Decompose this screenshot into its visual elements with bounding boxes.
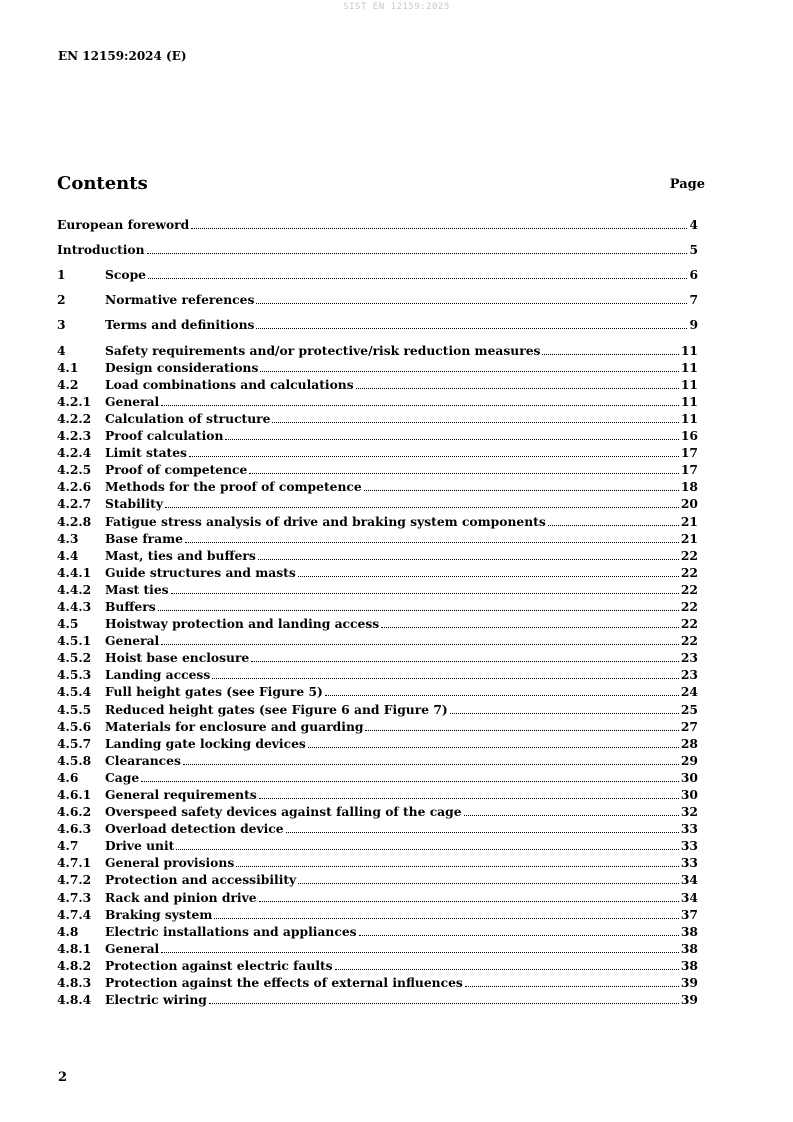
toc-entry-number: 4.4.2 <box>57 581 92 597</box>
toc-entry-title: Reduced height gates (see Figure 6 and Figure 7) <box>105 701 448 717</box>
toc-entry-title: Hoist base enclosure <box>105 650 250 666</box>
toc-dot-leader <box>272 421 678 423</box>
toc-entry-number: 4.5.1 <box>57 633 92 649</box>
toc-entry[interactable] <box>57 683 698 700</box>
toc-entry[interactable] <box>57 241 698 258</box>
toc-entry[interactable] <box>57 341 698 358</box>
toc-entry-title: Limit states <box>105 445 187 461</box>
document-id: EN 12159:2024 (E) <box>58 49 187 63</box>
toc-dot-leader <box>308 746 679 748</box>
toc-dot-leader <box>542 353 678 355</box>
toc-entry[interactable] <box>57 888 698 905</box>
toc-entry-number: 4.5.5 <box>57 701 92 717</box>
toc-entry-page: 30 <box>680 787 698 802</box>
toc-entry-page: 20 <box>680 496 698 512</box>
toc-entry-number: 4.7.4 <box>57 906 92 922</box>
toc-entry[interactable] <box>57 957 698 974</box>
toc-entry-title: Protection against electric faults <box>105 957 333 973</box>
toc-dot-leader <box>214 917 679 919</box>
toc-entry-title: Safety requirements and/or protective/risk reduction measures <box>105 342 541 358</box>
toc-dot-leader <box>256 302 687 304</box>
toc-entry-number: 4.5.6 <box>57 718 92 734</box>
toc-entry[interactable] <box>57 615 698 632</box>
toc-entry-title: Fatigue stress analysis of drive and braking system components <box>105 513 546 529</box>
toc-entry-title: Terms and definitions <box>105 317 255 333</box>
toc-entry[interactable] <box>57 837 698 854</box>
toc-dot-leader <box>465 985 679 987</box>
toc-dot-leader <box>185 541 679 543</box>
toc-entry-page: 22 <box>680 633 698 649</box>
toc-entry-title: Proof calculation <box>105 428 224 444</box>
toc-dot-leader <box>364 489 679 491</box>
toc-entry-page: 33 <box>680 838 698 854</box>
toc-entry-page: 33 <box>680 821 698 837</box>
toc-entry[interactable] <box>57 376 698 393</box>
toc-entry-title: Proof of competence <box>105 462 248 478</box>
toc-entry-number: 4.2 <box>57 376 79 392</box>
toc-entry-page: 6 <box>689 267 698 283</box>
toc-entry-number: 4.5 <box>57 616 79 632</box>
toc-entry-title: Protection against the effects of external influences <box>105 975 463 991</box>
toc-entry-number: 4.8.4 <box>57 992 92 1008</box>
toc-dot-leader <box>158 609 679 611</box>
toc-entry[interactable] <box>57 666 698 683</box>
table-of-contents <box>57 216 698 1008</box>
toc-dot-leader <box>450 712 679 714</box>
toc-entry-page: 21 <box>680 513 698 529</box>
toc-entry-page: 25 <box>680 701 698 717</box>
toc-entry[interactable] <box>57 940 698 957</box>
toc-entry-number: 4.8 <box>57 923 79 939</box>
toc-dot-leader <box>161 951 679 953</box>
toc-dot-leader <box>298 882 679 884</box>
toc-entry-page: 5 <box>689 242 698 258</box>
contents-heading: Contents <box>57 173 148 194</box>
toc-entry-number: 4.2.5 <box>57 462 92 478</box>
toc-entry[interactable] <box>57 427 698 444</box>
toc-dot-leader <box>256 327 687 329</box>
toc-entry-page: 32 <box>680 804 698 820</box>
toc-entry-page: 28 <box>680 735 698 751</box>
toc-entry-title: General <box>105 393 160 409</box>
toc-entry-number: 4.6.2 <box>57 804 92 820</box>
toc-dot-leader <box>335 968 679 970</box>
toc-dot-leader <box>191 227 687 229</box>
toc-dot-leader <box>365 729 678 731</box>
toc-dot-leader <box>171 592 679 594</box>
toc-entry-page: 29 <box>680 752 698 768</box>
toc-entry-page: 39 <box>680 975 698 991</box>
toc-entry-title: Electric installations and appliances <box>105 923 357 939</box>
toc-entry-page: 22 <box>680 598 698 614</box>
toc-entry-page: 18 <box>680 479 698 495</box>
toc-dot-leader <box>225 438 678 440</box>
toc-entry-title: Rack and pinion drive <box>105 889 257 905</box>
page-column-label: Page <box>669 177 705 192</box>
toc-dot-leader <box>249 472 679 474</box>
toc-dot-leader <box>259 900 679 902</box>
toc-entry-page: 34 <box>680 889 698 905</box>
toc-entry-number: 4.5.8 <box>57 752 92 768</box>
toc-entry-number: 4.6.3 <box>57 821 92 837</box>
toc-entry[interactable] <box>57 991 698 1008</box>
toc-entry-title: Landing gate locking devices <box>105 735 306 751</box>
toc-entry-page: 11 <box>680 342 698 358</box>
toc-dot-leader <box>165 506 679 508</box>
toc-dot-leader <box>176 848 679 850</box>
toc-entry-page: 11 <box>680 393 698 409</box>
toc-dot-leader <box>183 763 679 765</box>
toc-entry-number: 4.7.1 <box>57 855 92 871</box>
toc-entry-title: European foreword <box>57 217 190 233</box>
toc-entry-page: 22 <box>680 616 698 632</box>
toc-entry-number: 4.2.6 <box>57 479 92 495</box>
toc-entry-number: 4.6 <box>57 769 79 785</box>
toc-entry-title: General <box>105 940 160 956</box>
toc-entry-number: 4.2.7 <box>57 496 92 512</box>
toc-entry[interactable] <box>57 410 698 427</box>
toc-entry[interactable] <box>57 854 698 871</box>
toc-entry[interactable] <box>57 820 698 837</box>
toc-entry-number: 4.5.2 <box>57 650 92 666</box>
toc-entry[interactable] <box>57 786 698 803</box>
toc-entry-title: Normative references <box>105 292 255 308</box>
toc-entry[interactable] <box>57 393 698 410</box>
toc-entry[interactable] <box>57 495 698 512</box>
toc-dot-leader <box>189 455 679 457</box>
toc-entry-number: 4.7 <box>57 838 79 854</box>
toc-entry-title: Braking system <box>105 906 213 922</box>
toc-dot-leader <box>161 643 679 645</box>
toc-entry-number: 4.2.4 <box>57 445 92 461</box>
toc-entry[interactable] <box>57 871 698 888</box>
toc-entry-number: 4.8.2 <box>57 957 92 973</box>
toc-entry-title: Design considerations <box>105 359 259 375</box>
toc-entry-title: Mast ties <box>105 581 169 597</box>
toc-entry-title: Hoistway protection and landing access <box>105 616 380 632</box>
toc-entry[interactable] <box>57 461 698 478</box>
toc-entry-page: 39 <box>680 992 698 1008</box>
toc-entry-number: 4.6.1 <box>57 787 92 802</box>
toc-entry-number: 4.8.3 <box>57 975 92 991</box>
toc-entry-title: Mast, ties and buffers <box>105 547 256 563</box>
toc-entry-title: Calculation of structure <box>105 410 271 426</box>
toc-entry[interactable] <box>57 444 698 461</box>
toc-entry-number: 4.5.3 <box>57 667 92 683</box>
toc-entry-page: 38 <box>680 940 698 956</box>
toc-entry[interactable] <box>57 359 698 376</box>
toc-entry-title: Landing access <box>105 667 211 683</box>
toc-entry-page: 38 <box>680 957 698 973</box>
toc-entry-page: 22 <box>680 581 698 597</box>
toc-entry-title: Methods for the proof of competence <box>105 479 362 495</box>
toc-entry-title: Base frame <box>105 530 183 546</box>
toc-entry-page: 23 <box>680 667 698 683</box>
toc-entry-number: 4.3 <box>57 530 79 546</box>
toc-entry-page: 24 <box>680 684 698 700</box>
toc-dot-leader <box>298 575 679 577</box>
toc-entry-page: 17 <box>680 462 698 478</box>
toc-entry[interactable] <box>57 216 698 233</box>
toc-entry-number: 4.7.2 <box>57 872 92 888</box>
toc-entry-number: 4.5.4 <box>57 684 92 700</box>
toc-dot-leader <box>251 660 679 662</box>
toc-entry[interactable] <box>57 291 698 308</box>
toc-dot-leader <box>161 404 679 406</box>
toc-entry[interactable] <box>57 512 698 529</box>
toc-entry-number: 1 <box>57 267 66 283</box>
toc-entry[interactable] <box>57 974 698 991</box>
toc-entry-title: Clearances <box>105 752 181 768</box>
toc-entry-title: Full height gates (see Figure 5) <box>105 684 323 700</box>
toc-entry-number: 2 <box>57 292 66 308</box>
toc-dot-leader <box>325 694 679 696</box>
toc-dot-leader <box>258 558 679 560</box>
toc-entry[interactable] <box>57 547 698 564</box>
toc-entry-page: 27 <box>680 718 698 734</box>
toc-entry-number: 4.2.2 <box>57 410 92 426</box>
toc-entry[interactable] <box>57 266 698 283</box>
toc-entry-page: 11 <box>680 376 698 392</box>
toc-dot-leader <box>548 524 679 526</box>
watermark: SIST EN 12159:2025 <box>343 2 450 12</box>
toc-entry-title: General <box>105 633 160 649</box>
toc-entry-page: 11 <box>680 359 698 375</box>
toc-entry-page: 22 <box>680 564 698 580</box>
toc-entry-page: 17 <box>680 445 698 461</box>
toc-dot-leader <box>236 865 679 867</box>
toc-dot-leader <box>381 626 679 628</box>
toc-entry-title: Cage <box>105 769 140 785</box>
toc-entry[interactable] <box>57 923 698 940</box>
toc-entry-number: 4.4.1 <box>57 564 92 580</box>
toc-entry-title: Overload detection device <box>105 821 284 837</box>
toc-entry-title: Introduction <box>57 242 145 258</box>
toc-dot-leader <box>141 780 679 782</box>
footer-page-number: 2 <box>58 1070 68 1085</box>
toc-entry-number: 4.1 <box>57 359 79 375</box>
toc-entry-title: Guide structures and masts <box>105 564 296 580</box>
toc-entry[interactable] <box>57 718 698 735</box>
toc-dot-leader <box>259 797 679 799</box>
toc-entry-page: 34 <box>680 872 698 888</box>
toc-dot-leader <box>359 934 679 936</box>
toc-entry-number: 4.5.7 <box>57 735 92 751</box>
toc-entry-page: 21 <box>680 530 698 546</box>
toc-entry[interactable] <box>57 564 698 581</box>
toc-entry[interactable] <box>57 581 698 598</box>
toc-entry-page: 37 <box>680 906 698 922</box>
toc-entry-title: Electric wiring <box>105 992 207 1008</box>
toc-entry-title: Scope <box>105 267 146 283</box>
toc-dot-leader <box>148 277 687 279</box>
toc-entry-page: 30 <box>680 769 698 785</box>
toc-dot-leader <box>286 831 679 833</box>
toc-entry-page: 22 <box>680 547 698 563</box>
toc-entry-title: Stability <box>105 496 163 512</box>
toc-entry-number: 4.2.8 <box>57 513 92 529</box>
toc-entry[interactable] <box>57 649 698 666</box>
toc-entry[interactable] <box>57 478 698 495</box>
toc-entry[interactable] <box>57 752 698 769</box>
toc-entry-number: 4.8.1 <box>57 940 92 956</box>
toc-entry-title: Protection and accessibility <box>105 872 297 888</box>
toc-entry-title: Load combinations and calculations <box>105 376 354 392</box>
toc-entry-title: Drive unit <box>105 838 175 854</box>
toc-entry-page: 23 <box>680 650 698 666</box>
toc-dot-leader <box>147 252 688 254</box>
toc-entry-title: Materials for enclosure and guarding <box>105 718 364 734</box>
toc-dot-leader <box>209 1002 679 1004</box>
toc-entry[interactable] <box>57 700 698 717</box>
toc-dot-leader <box>212 677 679 679</box>
toc-entry-title: General provisions <box>105 855 235 871</box>
toc-entry-page: 4 <box>689 217 698 233</box>
toc-entry-page: 38 <box>680 923 698 939</box>
toc-entry-number: 4.7.3 <box>57 889 92 905</box>
toc-entry-title: General requirements <box>105 787 257 802</box>
toc-entry-page: 11 <box>680 410 698 426</box>
toc-entry-title: Overspeed safety devices against falling of the cage <box>105 804 462 820</box>
toc-entry[interactable] <box>57 735 698 752</box>
toc-entry[interactable] <box>57 803 698 820</box>
toc-entry-number: 3 <box>57 317 66 333</box>
toc-entry-title: Buffers <box>105 598 156 614</box>
toc-entry-page: 9 <box>689 317 698 333</box>
toc-entry-number: 4.2.1 <box>57 393 92 409</box>
toc-dot-leader <box>260 370 678 372</box>
toc-entry[interactable] <box>57 316 698 333</box>
toc-entry[interactable] <box>57 598 698 615</box>
toc-entry[interactable] <box>57 769 698 786</box>
toc-entry-number: 4.2.3 <box>57 428 92 444</box>
toc-entry[interactable] <box>57 632 698 649</box>
toc-dot-leader <box>356 387 679 389</box>
toc-entry[interactable] <box>57 906 698 923</box>
toc-dot-leader <box>464 814 679 816</box>
toc-entry-number: 4 <box>57 342 66 358</box>
toc-entry-page: 16 <box>680 428 698 444</box>
toc-entry-page: 33 <box>680 855 698 871</box>
toc-entry-number: 4.4 <box>57 547 79 563</box>
toc-entry-page: 7 <box>689 292 698 308</box>
toc-entry[interactable] <box>57 530 698 547</box>
toc-entry-number: 4.4.3 <box>57 598 92 614</box>
